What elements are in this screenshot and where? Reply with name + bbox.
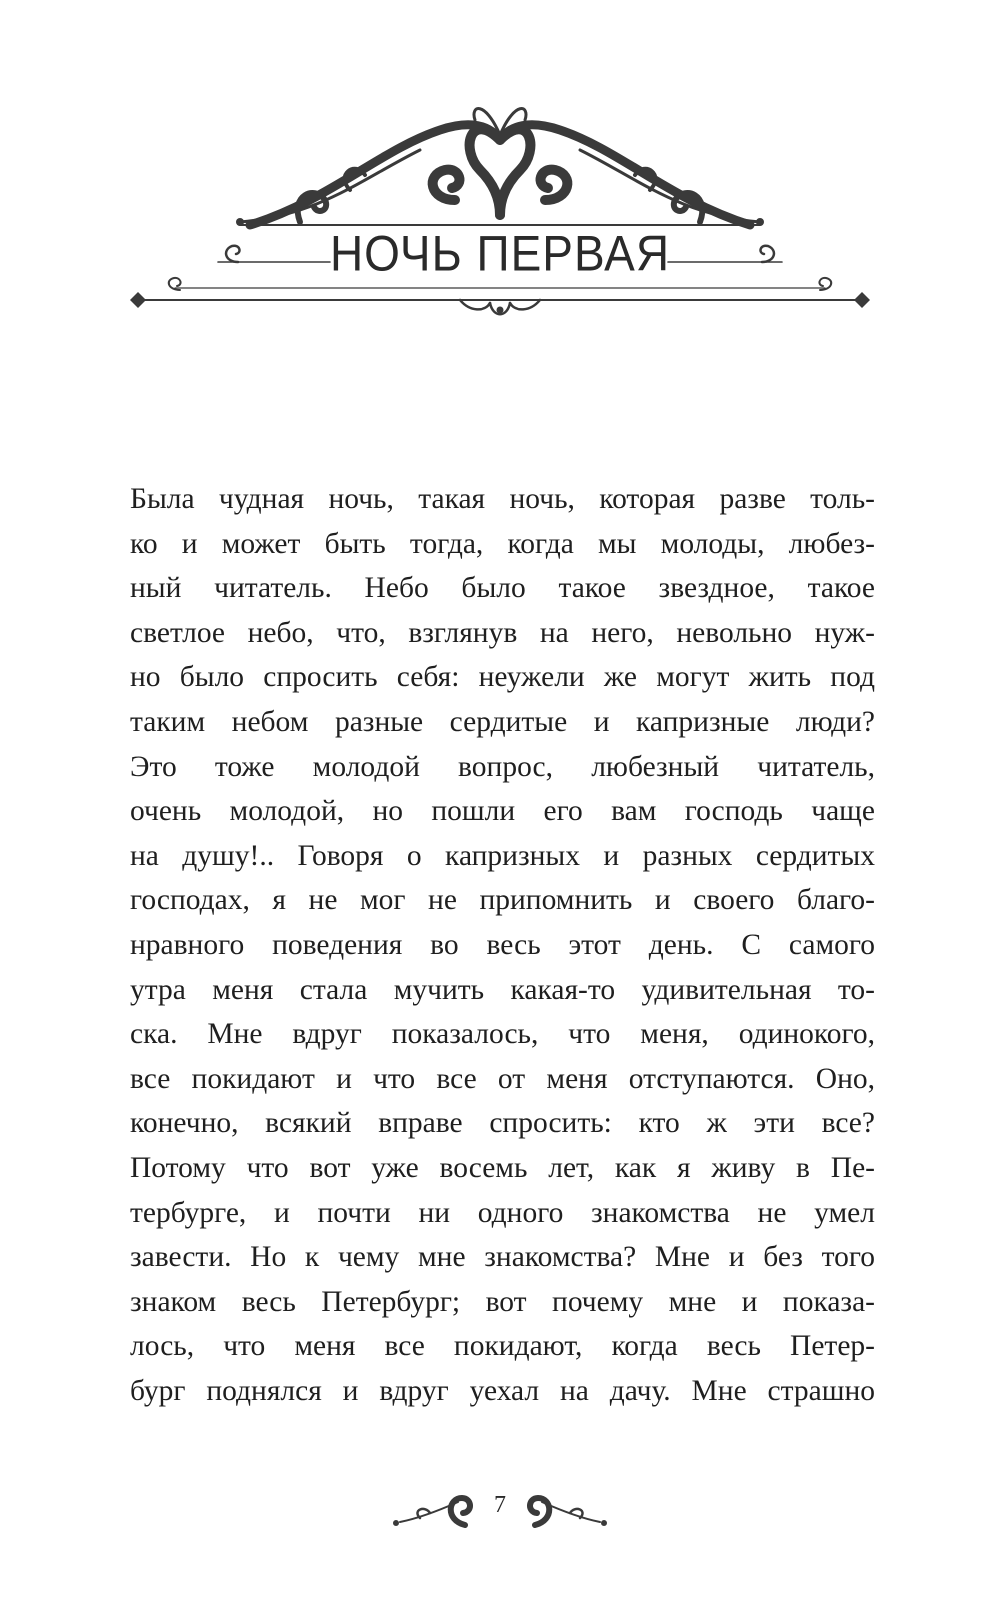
header-scroll-ornament-icon	[0, 0, 1000, 340]
text-line: Была чудная ночь, такая ночь, которая разве толь-	[130, 483, 875, 515]
body-text	[130, 477, 875, 1413]
text-line: господах, я не мог не припомнить и своего благо-	[130, 884, 875, 917]
text-line: ска. Мне вдруг показалось, что меня, одинокого,	[130, 1018, 875, 1051]
page-number: 7	[494, 1492, 506, 1518]
text-line: Это тоже молодой вопрос, любезный читатель,	[130, 750, 875, 783]
text-line: все покидают и что все от меня отступаются. Оно,	[130, 1062, 875, 1095]
text-line: Потому что вот уже восемь лет, как я живу в Пе-	[130, 1151, 875, 1184]
text-line: ко и может быть тогда, когда мы молоды, любез-	[130, 527, 875, 560]
text-line: знаком весь Петербург; вот почему мне и показа-	[130, 1285, 875, 1318]
text-line: ный читатель. Небо было такое звездное, такое	[130, 572, 875, 605]
text-line: тербурге, и почти ни одного знакомства не умел	[130, 1196, 875, 1229]
text-line: утра меня стала мучить какая-то удивительная то-	[130, 973, 875, 1006]
text-line: завести. Но к чему мне знакомства? Мне и без того	[130, 1241, 875, 1274]
text-line: бург поднялся и вдруг уехал на дачу. Мне страшно	[130, 1374, 875, 1407]
text-line: на душу!.. Говоря о капризных и разных сердитых	[130, 839, 875, 872]
text-line: но было спросить себя: неужели же могут жить под	[130, 661, 875, 694]
text-line: очень молодой, но пошли его вам господь чаще	[130, 795, 875, 828]
text-line: лось, что меня все покидают, когда весь Петер-	[130, 1330, 875, 1363]
text-line: таким небом разные сердитые и капризные люди?	[130, 705, 875, 738]
text-line: светлое небо, что, взглянув на него, невольно нуж-	[130, 616, 875, 649]
text-line: нравного поведения во весь этот день. С самого	[130, 928, 875, 961]
chapter-title: НОЧЬ ПЕРВАЯ	[329, 224, 671, 282]
text-line: конечно, всякий вправе спросить: кто ж эти все?	[130, 1107, 875, 1140]
